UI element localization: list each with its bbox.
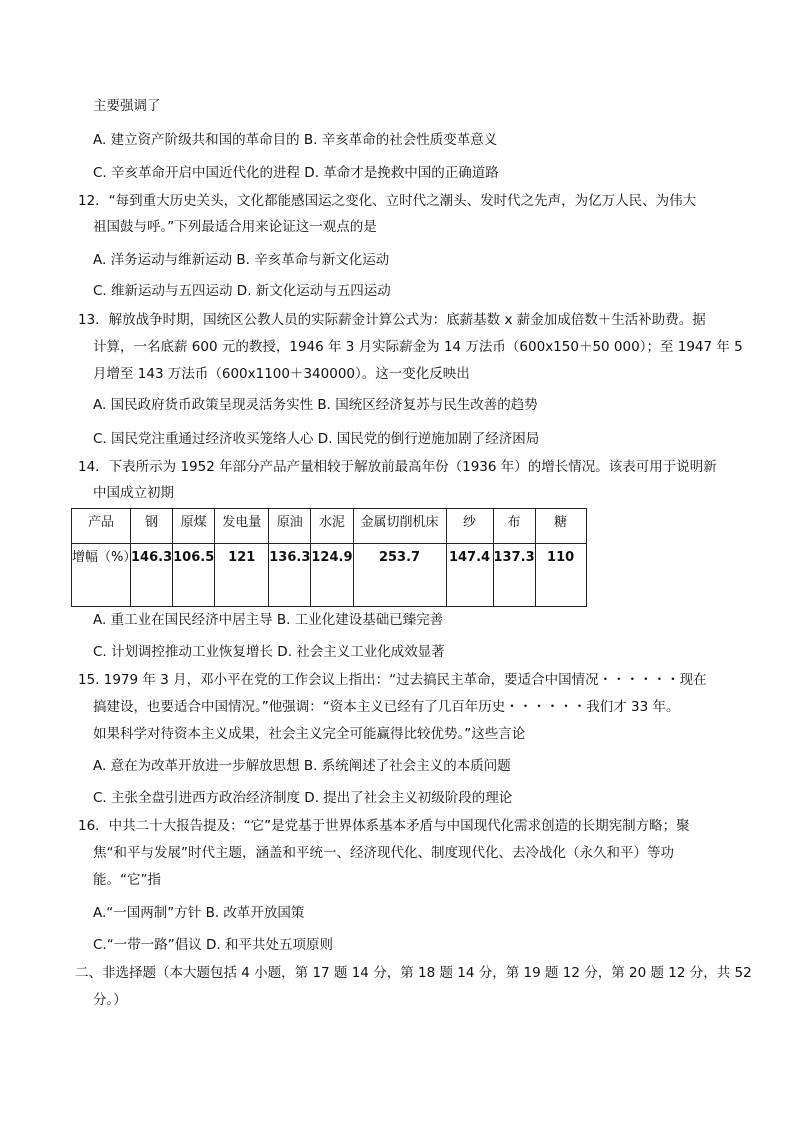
q15-options-ab: A. 意在为改革开放进一步解放思想 B. 系统阐述了社会主义的本质问题 (93, 758, 511, 774)
q14-stem-line1: 14．下表所示为 1952 年部分产品产量相较于解放前最高年份（1936 年）的增长情况。该表可用于说明新 (78, 459, 717, 475)
table-cell: 146.3 (131, 544, 173, 607)
table-header-cell: 发电量 (215, 509, 269, 544)
table-cell: 137.3 (493, 544, 535, 607)
q13-options-cd: C. 国民党注重通过经济收买笼络人心 D. 国民党的倒行逆施加剧了经济困局 (93, 431, 540, 447)
q13-options-ab: A. 国民政府货币政策呈现灵活务实性 B. 国统区经济复苏与民生改善的趋势 (93, 397, 538, 413)
table-header-cell: 产品 (72, 509, 131, 544)
q14-stem-line2: 中国成立初期 (93, 485, 174, 501)
q13-stem-line1: 13．解放战争时期，国统区公教人员的实际薪金计算公式为：底薪基数 x 薪金加成倍数＋生活补助费。据 (78, 312, 706, 328)
table-header-cell: 糖 (535, 509, 586, 544)
table-cell: 136.3 (269, 544, 311, 607)
q12-options-ab: A. 洋务运动与维新运动 B. 辛亥革命与新文化运动 (93, 252, 390, 268)
q16-options-ab: A.“一国两制”方针 B. 改革开放国策 (93, 905, 305, 921)
table-cell: 147.4 (446, 544, 493, 607)
q11-options-ab: A. 建立资产阶级共和国的革命目的 B. 辛亥革命的社会性质变革意义 (93, 132, 498, 148)
q12-stem-line1: 12．“每到重大历史关头，文化都能感国运之变化、立时代之潮头、发时代之先声，为亿万人民、为伟大 (78, 193, 697, 209)
table-header-cell: 纱 (446, 509, 493, 544)
q15-stem-line2: 搞建设，也要适合中国情况。”他强调：“资本主义已经有了几百年历史・・・・・・我们才 33 年。 (93, 699, 680, 715)
q16-stem-line3: 能。“它”指 (93, 872, 161, 888)
q13-stem-line3: 月增至 143 万法币（600x1100＋340000）。这一变化反映出 (93, 366, 470, 382)
table-row (72, 544, 587, 607)
table-cell: 124.9 (311, 544, 353, 607)
table-header-cell: 钢 (131, 509, 173, 544)
q15-stem-line3: 如果科学对待资本主义成果，社会主义完全可能赢得比较优势。”这些言论 (93, 726, 526, 742)
q12-stem-line2: 祖国鼓与呼。”下列最适合用来论证这一观点的是 (93, 219, 377, 235)
section2-heading-line2: 分。） (93, 992, 127, 1008)
section2-heading-line1: 二、非选择题（本大题包括 4 小题，第 17 题 14 分，第 18 题 14 分，第 19 题 12 分，第 20 题 12 分，共 52 (75, 965, 752, 981)
q14-options-ab: A. 重工业在国民经济中居主导 B. 工业化建设基础已臻完善 (93, 612, 444, 628)
table-cell: 121 (215, 544, 269, 607)
q15-stem-line1: 15. 1979 年 3 月，邓小平在党的工作会议上指出：“过去搞民主革命，要适合中国情况・・・・・・现在 (78, 672, 707, 688)
table-row-label: 增幅（%） (72, 544, 131, 607)
table-header-cell: 原油 (269, 509, 311, 544)
table-cell: 253.7 (353, 544, 446, 607)
q15-options-cd: C. 主张全盘引进西方政治经济制度 D. 提出了社会主义初级阶段的理论 (93, 790, 513, 806)
table-header-cell: 金属切削机床 (353, 509, 446, 544)
table-header-row (72, 509, 587, 544)
q11-options-cd: C. 辛亥革命开启中国近代化的进程 D. 革命才是挽救中国的正确道路 (93, 165, 499, 181)
q16-options-cd: C.“一带一路”倡议 D. 和平共处五项原则 (93, 937, 333, 953)
table-header-cell: 布 (493, 509, 535, 544)
table-cell: 110 (535, 544, 586, 607)
q12-options-cd: C. 维新运动与五四运动 D. 新文化运动与五四运动 (93, 283, 391, 299)
table-header-cell: 原煤 (173, 509, 215, 544)
q14-options-cd: C. 计划调控推动工业恢复增长 D. 社会主义工业化成效显著 (93, 644, 445, 660)
q16-stem-line2: 焦“和平与发展”时代主题，涵盖和平统一、经济现代化、制度现代化、去冷战化（永久和平）等功 (93, 845, 674, 861)
q13-stem-line2: 计算，一名底薪 600 元的教授，1946 年 3 月实际薪金为 14 万法币（600x150＋50 000）；至 1947 年 5 (93, 339, 743, 355)
table-cell: 106.5 (173, 544, 215, 607)
production-growth-table (71, 508, 587, 607)
q11-stem-tail: 主要强调了 (93, 98, 161, 114)
q16-stem-line1: 16．中共二十大报告提及：“它”是党基于世界体系基本矛盾与中国现代化需求创造的长期宪制方略；聚 (78, 818, 690, 834)
table-header-cell: 水泥 (311, 509, 353, 544)
